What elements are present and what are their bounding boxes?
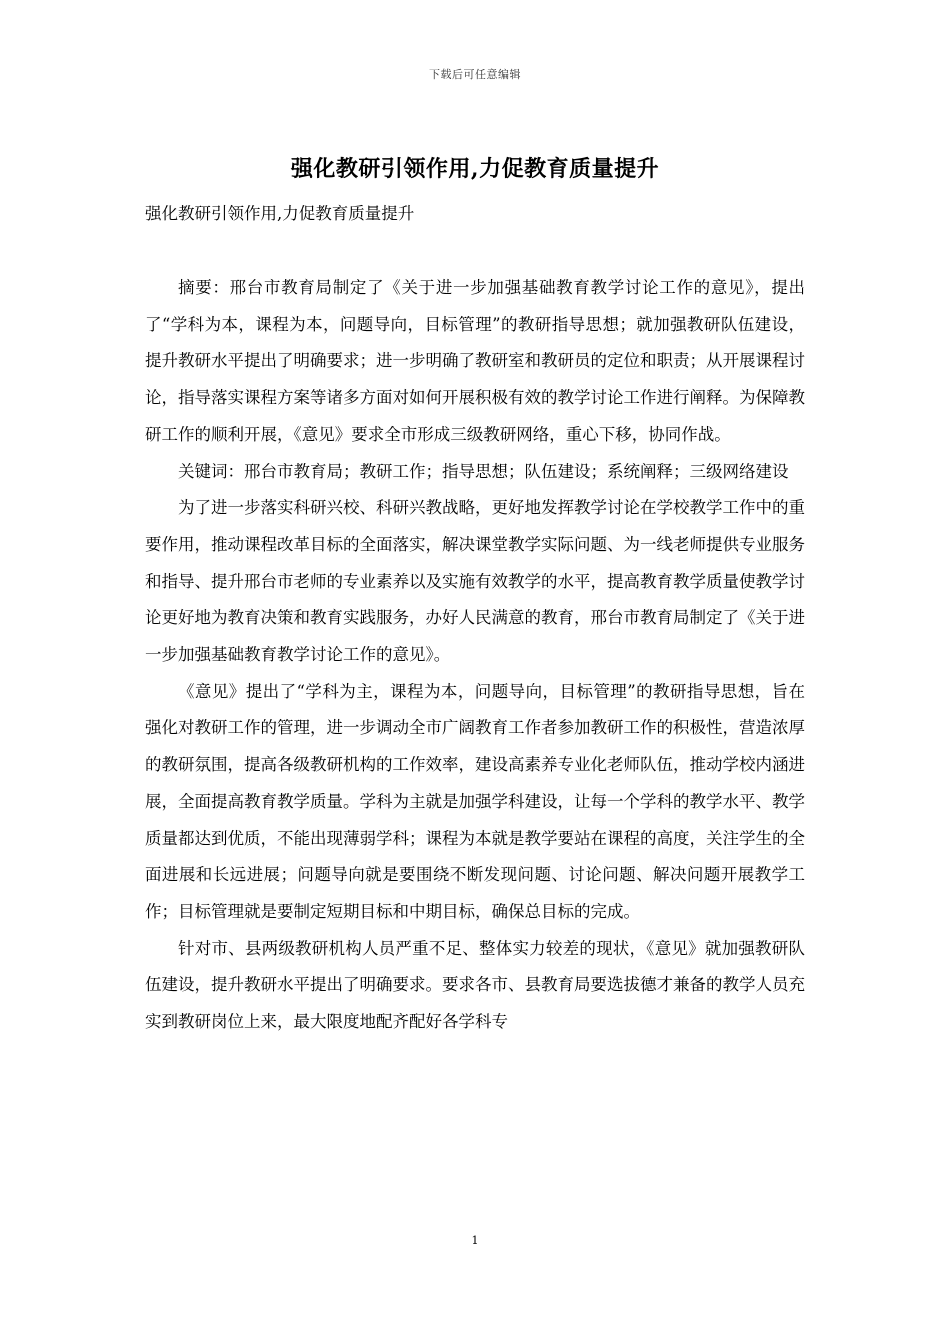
body-paragraph: 《意见》提出了“学科为主，课程为本，问题导向，目标管理”的教研指导思想，旨在强化对教研工作的管理，进一步调动全市广阔教育工作者参加教研工作的积极性，营造浓厚的教研氛围，提高各级教研机构的工作效率，建设高素养专业化老师队伍，推动学校内涵进展，全面提高教育教学质量。学科为主就是加强学科建设，让每一个学科的教学水平、教学质量都达到优质，不能出现薄弱学科；课程为本就是教学要站在课程的高度，关注学生的全面进展和长远进展；问题导向就是要围绕不断发现问题、讨论问题、解决问题开展教学工作；目标管理就是要制定短期目标和中期目标，确保总目标的完成。	[145, 681, 805, 921]
document-title: 强化教研引领作用,力促教育质量提升	[290, 156, 660, 182]
page-number: 1	[471, 1234, 479, 1247]
document-subtitle: 强化教研引领作用,力促教育质量提升	[145, 204, 415, 223]
body-paragraph: 为了进一步落实科研兴校、科研兴教战略，更好地发挥教学讨论在学校教学工作中的重要作用，推动课程改革目标的全面落实，解决课堂教学实际问题、为一线老师提供专业服务和指导、提升邢台市老师的专业素养以及实施有效教学的水平，提高教育教学质量使教学讨论更好地为教育决策和教育实践服务，办好人民满意的教育，邢台市教育局制定了《关于进一步加强基础教育教学讨论工作的意见》。	[145, 498, 805, 665]
page-header-note: 下载后可任意编辑	[429, 68, 521, 81]
keywords-paragraph: 关键词：邢台市教育局；教研工作；指导思想；队伍建设；系统阐释；三级网络建设	[178, 461, 789, 481]
document-body	[145, 270, 805, 1041]
body-paragraph: 针对市、县两级教研机构人员严重不足、整体实力较差的现状，《意见》就加强教研队伍建设，提升教研水平提出了明确要求。要求各市、县教育局要选拔德才兼备的教学人员充实到教研岗位上来，最大限度地配齐配好各学科专	[145, 938, 805, 1032]
abstract-paragraph: 摘要：邢台市教育局制定了《关于进一步加强基础教育教学讨论工作的意见》，提出了“学科为本，课程为本，问题导向，目标管理”的教研指导思想；就加强教研队伍建设，提升教研水平提出了明确要求；进一步明确了教研室和教研员的定位和职责；从开展课程讨论，指导落实课程方案等诸多方面对如何开展积极有效的教学讨论工作进行阐释。为保障教研工作的顺利开展，《意见》要求全市形成三级教研网络，重心下移，协同作战。	[145, 278, 805, 444]
